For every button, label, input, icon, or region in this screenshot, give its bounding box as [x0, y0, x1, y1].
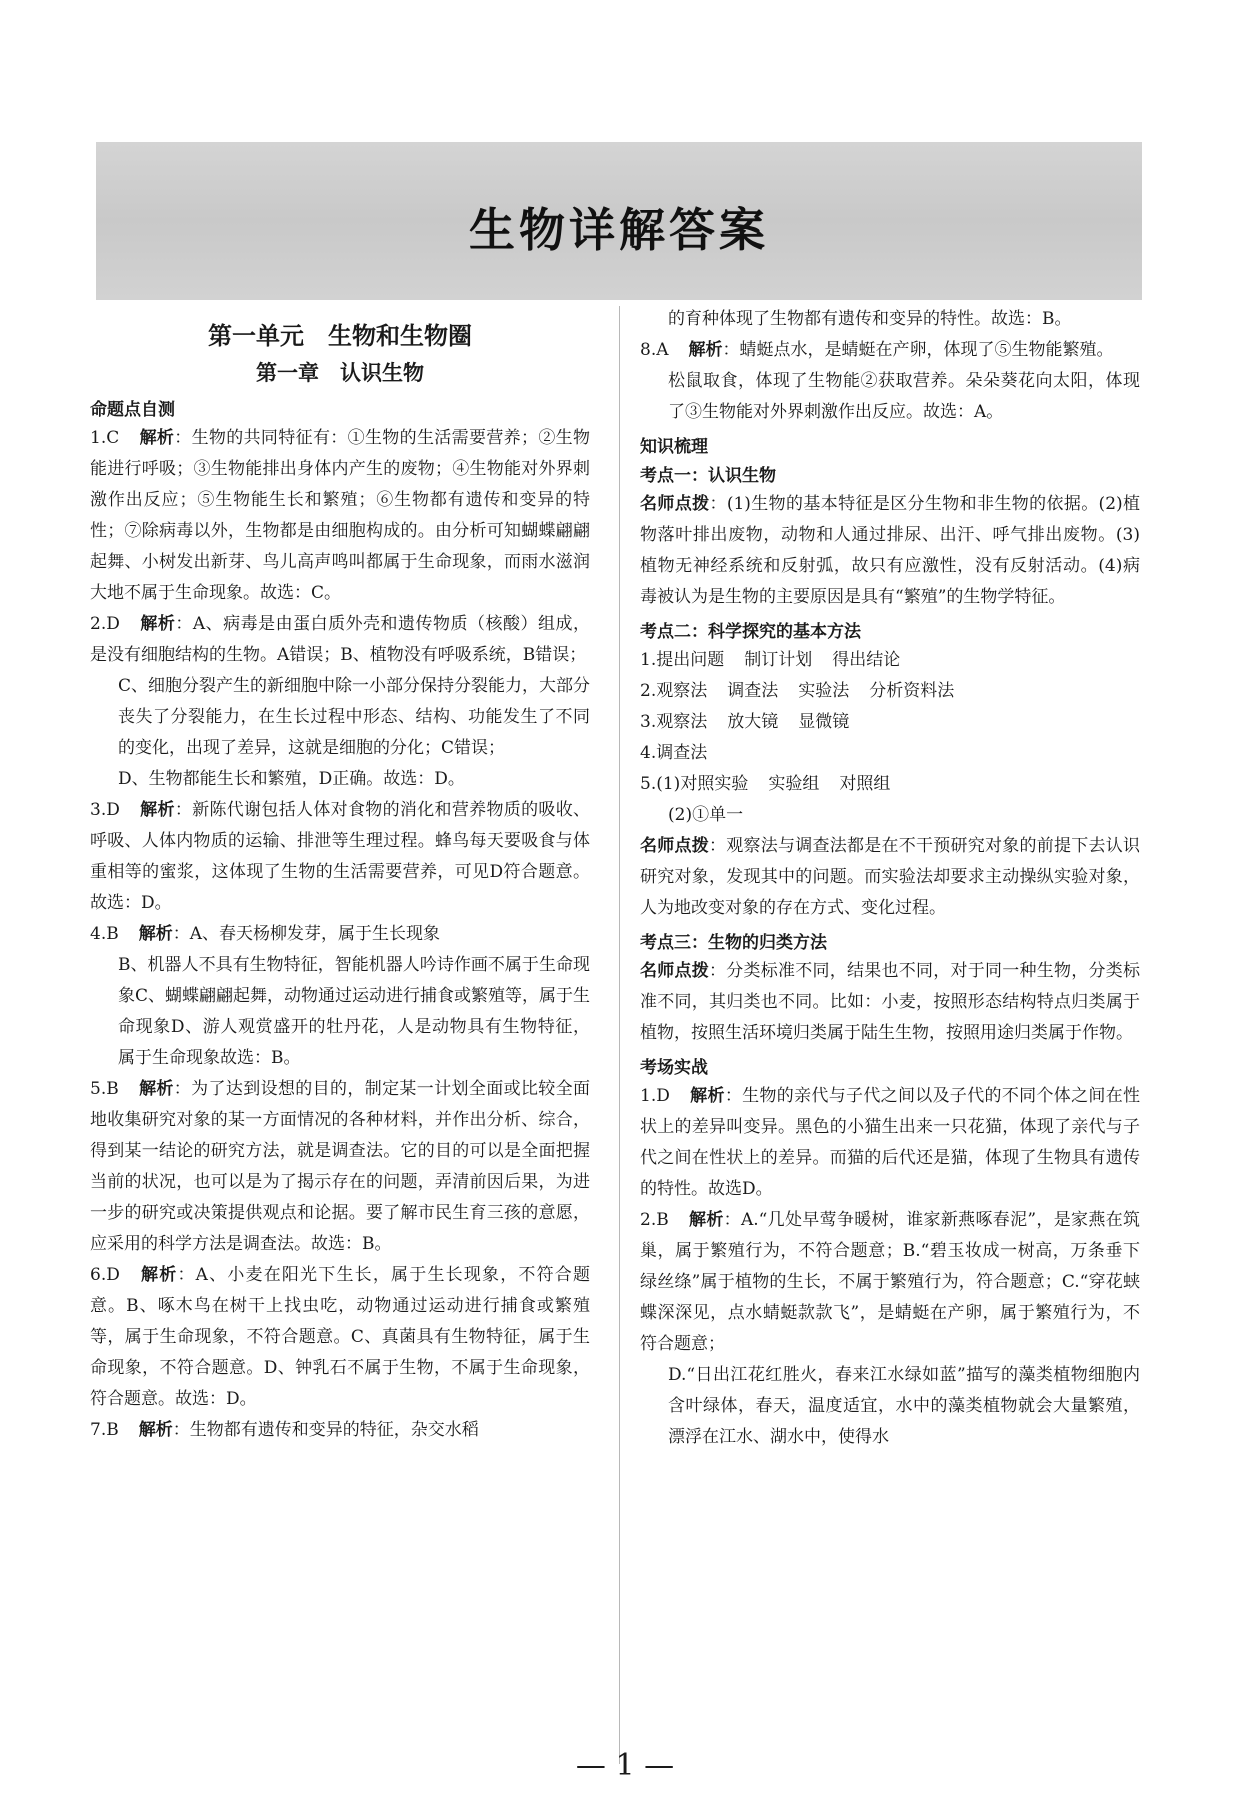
- item-number: 5.: [640, 774, 657, 794]
- item-term: 制订计划: [744, 650, 813, 670]
- document-title: 生物详解答案: [469, 203, 769, 257]
- answer-8-cont: 松鼠取食，体现了生物能②获取营养。朵朵葵花向太阳，体现了③生物能对外界刺激作出反应。故选：A。: [668, 371, 1140, 422]
- tip-text: ：分类标准不同，结果也不同，对于同一种生物，分类标准不同，其归类也不同。比如：小麦，按照形态结构特点归类属于植物，按照生活环境归类属于陆生生物，按照用途归类属于作物。: [640, 961, 1140, 1043]
- column-divider: [619, 306, 620, 1764]
- item-term: 调查法: [727, 681, 779, 701]
- answer-label: 解析: [138, 1420, 173, 1440]
- answer-label: 解析: [138, 1079, 174, 1099]
- answer-number: 1.C: [90, 428, 120, 448]
- unit-title: 第一单元 生物和生物圈: [208, 322, 472, 350]
- answer-6: [90, 1260, 590, 1415]
- exam-answer-2-part-d: D.“日出江花红胜火，春来江水绿如蓝”描写的藻类植物细胞内含叶绿体，春天，温度适宜，水中的藻类植物就会大量繁殖，漂浮在江水、湖水中，使得水: [668, 1365, 1140, 1447]
- answer-text: ：生物的亲代与子代之间以及子代的不同个体之间在性状上的差异叫变异。黑色的小猫生出来一只花猫，体现了亲代与子代之间在性状上的差异。而猫的后代还是猫，体现了生物具有遗传的特性。故选D。: [640, 1086, 1140, 1199]
- answer-number: 4.B: [90, 924, 119, 944]
- item-term: 提出问题: [656, 650, 725, 670]
- answer-text: ：A、病毒是由蛋白质外壳和遗传物质（核酸）组成，是没有细胞结构的生物。A错误；B、植物没有呼吸系统，B错误；: [90, 614, 590, 665]
- answer-2: [90, 609, 590, 671]
- exam-answer-1: [640, 1081, 1140, 1205]
- left-column: [90, 310, 590, 1750]
- kp2-item-2: [640, 676, 1140, 707]
- answer-number: 2.B: [640, 1210, 669, 1230]
- kp2-title: 考点二：科学探究的基本方法: [640, 622, 861, 642]
- answer-4: [90, 919, 590, 950]
- answer-text: ：新陈代谢包括人体对食物的消化和营养物质的吸收、呼吸、人体内物质的运输、排泄等生理过程。蜂鸟每天要吸食与体重相等的蜜浆，这体现了生物的生活需要营养，可见D符合题意。故选：D。: [90, 800, 590, 913]
- item-term: 调查法: [656, 743, 708, 763]
- item-term: 对照组: [839, 774, 891, 794]
- item-term: (1)对照实验: [656, 774, 749, 794]
- answer-7-cont: 的育种体现了生物都有遗传和变异的特性。故选：B。: [668, 309, 1072, 329]
- answer-8: [640, 335, 1140, 366]
- item-term: 分析资料法: [869, 681, 955, 701]
- item-term: 实验法: [798, 681, 850, 701]
- answer-number: 6.D: [90, 1265, 120, 1285]
- answer-4-cont: B、机器人不具有生物特征，智能机器人吟诗作画不属于生命现象C、蝴蝶翩翩起舞，动物通过运动进行捕食或繁殖等，属于生命现象D、游人观赏盛开的牡丹花，人是动物具有生物特征，属于生命现象故选：B。: [118, 955, 590, 1068]
- answer-number: 5.B: [90, 1079, 119, 1099]
- answer-7: [90, 1415, 590, 1446]
- answer-number: 1.D: [640, 1086, 670, 1106]
- answer-number: 8.A: [640, 340, 669, 360]
- kp1-title: 考点一：认识生物: [640, 466, 776, 486]
- exam-answer-2: [640, 1205, 1140, 1360]
- kp1-tip: [640, 489, 1140, 613]
- kp2-tip: [640, 831, 1140, 924]
- answer-1: [90, 423, 590, 609]
- item-term: 实验组: [768, 774, 820, 794]
- answer-label: 解析: [138, 924, 173, 944]
- answer-text: ：A、春天杨柳发芽，属于生长现象: [172, 924, 440, 944]
- answer-label: 解析: [139, 614, 176, 634]
- answer-text: ：生物都有遗传和变异的特征，杂交水稻: [172, 1420, 479, 1440]
- tip-text: ：观察法与调查法都是在不干预研究对象的前提下去认识研究对象，发现其中的问题。而实验法却要求主动操纵实验对象，人为地改变对象的存在方式、变化过程。: [640, 836, 1140, 918]
- item-term: 观察法: [656, 681, 708, 701]
- title-banner: [96, 142, 1142, 300]
- tip-label: 名师点拨: [640, 961, 709, 981]
- kp2-item-3: [640, 707, 1140, 738]
- kp2-item-4: [640, 738, 1140, 769]
- item-number: 3.: [640, 712, 657, 732]
- item-term: 观察法: [656, 712, 708, 732]
- item-term: 显微镜: [798, 712, 850, 732]
- item-term: 放大镜: [727, 712, 779, 732]
- item-term: 得出结论: [832, 650, 901, 670]
- answer-label: 解析: [688, 1210, 724, 1230]
- tip-label: 名师点拨: [640, 836, 709, 856]
- tip-text: ：(1)生物的基本特征是区分生物和非生物的依据。(2)植物落叶排出废物，动物和人通过排尿、出汗、呼气排出废物。(3)植物无神经系统和反射弧，故只有应激性，没有反射活动。(4)病毒被认为是生物的主要原因是具有“繁殖”的生物学特征。: [640, 494, 1140, 607]
- kp3-tip: [640, 956, 1140, 1049]
- answer-label: 解析: [689, 1086, 725, 1106]
- chapter-title: 第一章 认识生物: [256, 361, 424, 385]
- kp2-item-1: [640, 645, 1140, 676]
- answer-3: [90, 795, 590, 919]
- tip-label: 名师点拨: [640, 494, 710, 514]
- answer-text: ：蜻蜓点水，是蜻蜓在产卵，体现了⑤生物能繁殖。: [722, 340, 1114, 360]
- item-number: 4.: [640, 743, 657, 763]
- right-column: [640, 304, 1140, 1744]
- answer-number: 3.D: [90, 800, 120, 820]
- answer-label: 解析: [688, 340, 723, 360]
- answer-text: ：为了达到设想的目的，制定某一计划全面或比较全面地收集研究对象的某一方面情况的各种材料，并作出分析、综合，得到某一结论的研究方法，就是调查法。它的目的可以是全面把握当前的状况，也可以是为了揭示存在的问题，弄清前因后果，为进一步的研究或决策提供观点和论据。要了解市民生育三孩的意愿，应采用的科学方法是调查法。故选：B。: [90, 1079, 590, 1254]
- kp3-title: 考点三：生物的归类方法: [640, 933, 827, 953]
- answer-label: 解析: [139, 1265, 178, 1285]
- answer-number: 2.D: [90, 614, 120, 634]
- item-number: 2.: [640, 681, 657, 701]
- section-heading-knowledge: 知识梳理: [640, 437, 708, 457]
- answer-text: ：A.“几处早莺争暖树，谁家新燕啄春泥”，是家燕在筑巢，属于繁殖行为，不符合题意；B.“碧玉妆成一树高，万条垂下绿丝绦”属于植物的生长，不属于繁殖行为，符合题意；C.“穿花蛱蝶深深见，点水蜻蜓款款飞”，是蜻蜓在产卵，属于繁殖行为，不符合题意；: [640, 1210, 1140, 1354]
- section-heading-exam: 考场实战: [640, 1058, 708, 1078]
- answer-label: 解析: [139, 800, 175, 820]
- item-number: 1.: [640, 650, 657, 670]
- answer-2-part-d: D、生物都能生长和繁殖，D正确。故选：D。: [118, 769, 465, 789]
- answer-label: 解析: [139, 428, 175, 448]
- answer-number: 7.B: [90, 1420, 119, 1440]
- answer-2-part-c: C、细胞分裂产生的新细胞中除一小部分保持分裂能力，大部分丧失了分裂能力，在生长过程中形态、结构、功能发生了不同的变化，出现了差异，这就是细胞的分化；C错误；: [118, 676, 590, 758]
- page-number: — 1 —: [575, 1748, 675, 1783]
- answer-text: ：生物的共同特征有：①生物的生活需要营养；②生物能进行呼吸；③生物能排出身体内产生的废物；④生物能对外界刺激作出反应；⑤生物能生长和繁殖；⑥生物都有遗传和变异的特性；⑦除病毒以外，生物都是由细胞构成的。由分析可知蝴蝶翩翩起舞、小树发出新芽、鸟儿高声鸣叫都属于生命现象，而雨水滋润大地不属于生命现象。故选：C。: [90, 428, 590, 603]
- answer-text: ：A、小麦在阳光下生长，属于生长现象，不符合题意。B、啄木鸟在树干上找虫吃，动物通过运动进行捕食或繁殖等，属于生命现象，不符合题意。C、真菌具有生物特征，属于生命现象，不符合题意。D、钟乳石不属于生物，不属于生命现象，符合题意。故选：D。: [90, 1265, 590, 1409]
- kp2-item-5b: (2)①单一: [668, 805, 744, 825]
- kp2-item-5: [640, 769, 1140, 800]
- section-heading-self-test: 命题点自测: [90, 400, 175, 420]
- answer-5: [90, 1074, 590, 1260]
